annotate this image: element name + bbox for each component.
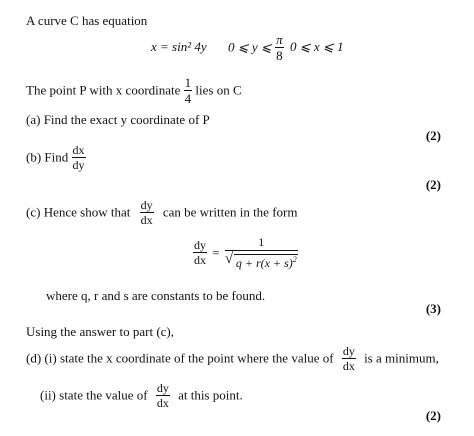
point-text-before: The point P with x coordinate [26,82,181,98]
y-range [228,33,284,62]
equation-lhs: x = sin² 4y [151,39,207,54]
fraction-denominator: 4 [184,91,192,106]
part-c [26,199,297,226]
radicand-power: 2 [292,255,297,264]
fraction-numerator: dy [194,238,206,252]
part-c-label: (c) [26,204,41,220]
fraction-denominator: dx [342,359,355,373]
fraction-numerator: dx [72,143,85,157]
part-d-i [26,345,439,372]
square-root [224,251,298,270]
formula-rhs-fraction [225,236,298,269]
radical-sign: √ [224,251,234,267]
dy-dx-fraction [342,345,356,372]
fraction-numerator: dy [156,381,169,395]
part-c-marks: (3) [425,301,441,316]
part-b [26,144,86,171]
part-b-label: (b) [26,149,42,165]
part-a-text: Find the exact y coordinate of P [43,112,210,127]
fraction-denominator: dx [156,396,169,410]
part-a-marks: (2) [425,128,441,143]
part-d-ii-text-after: at this point. [178,387,243,403]
intro-text: A curve C has equation [26,13,148,28]
fraction-numerator: dy [342,344,355,358]
constants-text: where q, r and s are constants to be found. [46,288,266,303]
part-b-marks: (2) [425,177,441,192]
part-d-ii-text-before: state the value of [59,387,148,403]
dy-dx-fraction [140,199,154,226]
point-text-after: lies on C [195,82,242,98]
part-d-i-text-before: state the x coordinate of the point where the value of [59,350,334,366]
dx-dy-fraction [72,144,86,171]
part-d-i-label: (d) (i) [26,350,57,366]
radicand [234,254,298,269]
part-d-ii [40,382,243,409]
fraction-numerator: π [276,32,283,47]
x-range: 0 ⩽ x ⩽ 1 [290,39,344,54]
part-d-i-text-after: is a minimum, [364,350,439,366]
fraction-denominator: dx [140,213,153,227]
part-d-intro: Using the answer to part (c), [26,324,175,339]
part-c-text-after: can be written in the form [162,204,298,220]
fraction-numerator: dy [140,198,153,212]
fraction-denominator: dx [194,253,206,267]
fraction-denominator [225,251,298,269]
fraction-numerator: 1 [225,236,298,251]
radicand-text: q + r(x + s) [235,256,293,270]
derivative-formula [193,236,298,269]
fraction-denominator: 8 [276,48,283,63]
part-a-label: (a) [26,112,41,127]
part-a [26,112,210,128]
pi-over-8-fraction [275,33,284,62]
point-statement [26,76,242,105]
part-d-ii-label: (ii) [40,387,56,403]
part-b-text: Find [44,149,69,165]
formula-lhs-fraction [193,239,207,266]
part-d-marks: (2) [425,408,441,423]
fraction-denominator: dy [72,158,85,172]
one-quarter-fraction [184,76,193,105]
fraction-numerator: 1 [184,75,192,90]
part-c-text-before: Hence show that [43,204,131,220]
curve-equation [151,39,207,55]
dy-dx-fraction [156,382,170,409]
formula-equals: = [212,244,220,260]
y-range-text: 0 ⩽ y ⩽ [228,39,272,55]
